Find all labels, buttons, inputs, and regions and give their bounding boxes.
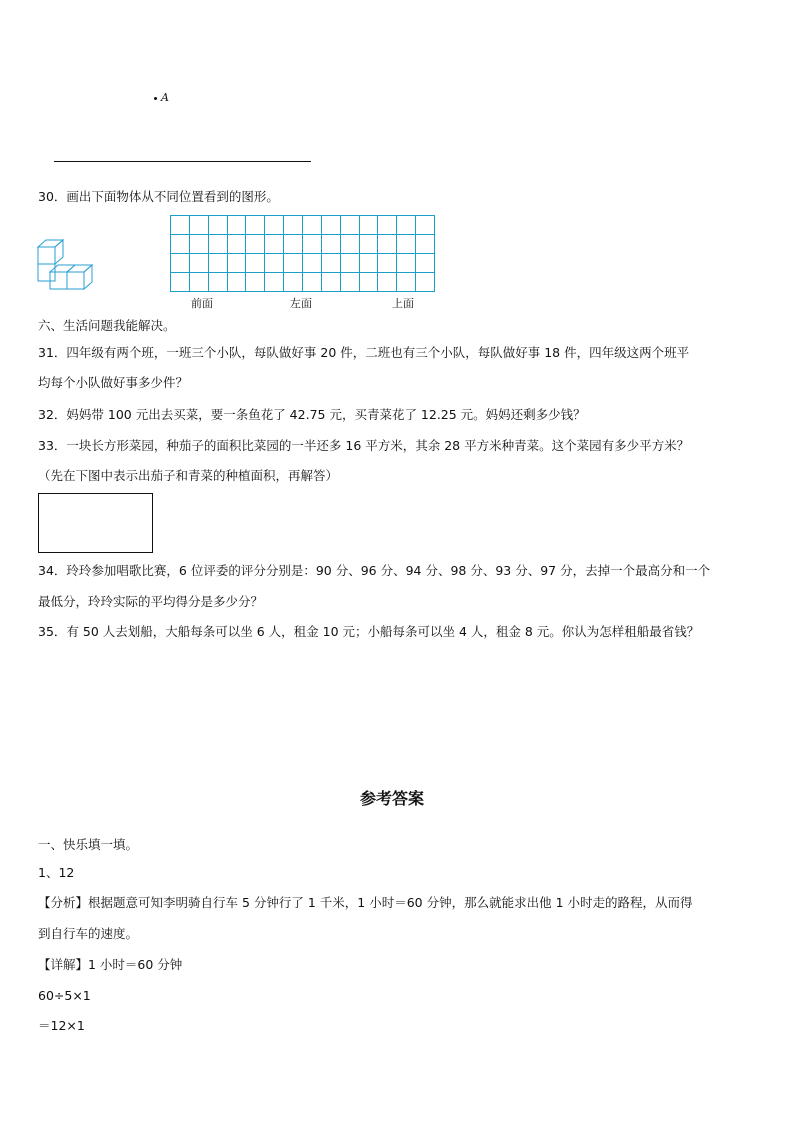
grid-cell[interactable] [189, 234, 209, 254]
grid-cell[interactable] [415, 272, 435, 292]
answer-section-1: 一、快乐填一填。 [38, 837, 139, 852]
grid-cell[interactable] [208, 215, 228, 235]
grid-cell[interactable] [264, 253, 284, 273]
detail-line-1: 【详解】1 小时＝60 分钟 [38, 957, 183, 972]
answer-title: 参考答案 [360, 789, 425, 808]
grid-cell[interactable] [396, 272, 416, 292]
grid-cell[interactable] [283, 215, 303, 235]
grid-cell[interactable] [415, 234, 435, 254]
question-33-line-2: （先在下图中表示出茄子和青菜的种植面积，再解答） [38, 468, 339, 483]
grid-cell[interactable] [189, 272, 209, 292]
grid-cell[interactable] [283, 253, 303, 273]
cube-right-front [67, 272, 84, 289]
point-a-label: A [161, 91, 169, 104]
grid-cell[interactable] [359, 272, 379, 292]
grid-cell[interactable] [377, 272, 397, 292]
point-a-dot [154, 97, 157, 100]
grid-cell[interactable] [227, 253, 247, 273]
question-30: 30．画出下面物体从不同位置看到的图形。 [38, 189, 279, 204]
answer-1: 1、12 [38, 865, 75, 880]
view-label-left: 左面 [290, 297, 312, 310]
grid-cell[interactable] [415, 253, 435, 273]
grid-cell[interactable] [302, 215, 322, 235]
grid-cell[interactable] [245, 272, 265, 292]
question-31-line-1: 31．四年级有两个班，一班三个小队，每队做好事 20 件，二班也有三个小队，每队做好事 18 件，四年级这两个班平 [38, 345, 690, 360]
calc-line-2: ＝12×1 [38, 1018, 85, 1033]
view-label-top: 上面 [392, 297, 414, 310]
drawing-grid[interactable] [170, 215, 435, 292]
garden-rectangle[interactable] [38, 493, 153, 553]
grid-cell[interactable] [340, 215, 360, 235]
grid-cell[interactable] [227, 215, 247, 235]
grid-cell[interactable] [321, 253, 341, 273]
analysis-line-1: 【分析】根据题意可知李明骑自行车 5 分钟行了 1 千米，1 小时＝60 分钟，那么就能求出他 1 小时走的路程，从而得 [38, 895, 693, 910]
grid-cell[interactable] [377, 253, 397, 273]
grid-cell[interactable] [302, 234, 322, 254]
question-33-line-1: 33．一块长方形菜园，种茄子的面积比菜园的一半还多 16 平方米，其余 28 平方米种青菜。这个菜园有多少平方米？ [38, 438, 690, 453]
question-31-line-2: 均每个小队做好事多少件？ [38, 375, 189, 390]
grid-cell[interactable] [227, 272, 247, 292]
grid-cell[interactable] [189, 253, 209, 273]
grid-cell[interactable] [340, 253, 360, 273]
grid-cell[interactable] [359, 234, 379, 254]
grid-cell[interactable] [377, 215, 397, 235]
grid-cell[interactable] [264, 234, 284, 254]
grid-cell[interactable] [283, 234, 303, 254]
grid-cell[interactable] [359, 253, 379, 273]
grid-cell[interactable] [227, 234, 247, 254]
grid-cell[interactable] [415, 215, 435, 235]
question-34-line-1: 34．玲玲参加唱歌比赛，6 位评委的评分分别是：90 分、96 分、94 分、98 分、93 分、97 分，去掉一个最高分和一个 [38, 563, 711, 578]
cube-right-side [84, 265, 92, 289]
grid-cell[interactable] [170, 234, 190, 254]
grid-cell[interactable] [283, 272, 303, 292]
grid-cell[interactable] [321, 215, 341, 235]
grid-cell[interactable] [170, 215, 190, 235]
grid-cell[interactable] [170, 272, 190, 292]
grid-cell[interactable] [208, 272, 228, 292]
grid-cell[interactable] [340, 272, 360, 292]
analysis-line-2: 到自行车的速度。 [38, 926, 139, 941]
grid-cell[interactable] [245, 215, 265, 235]
grid-cell[interactable] [340, 234, 360, 254]
grid-cell[interactable] [302, 272, 322, 292]
grid-cell[interactable] [359, 215, 379, 235]
grid-cell[interactable] [264, 272, 284, 292]
grid-cell[interactable] [396, 253, 416, 273]
cube-top-front [38, 247, 55, 264]
grid-cell[interactable] [170, 253, 190, 273]
view-label-front: 前面 [191, 297, 213, 310]
grid-cell[interactable] [245, 253, 265, 273]
grid-cell[interactable] [302, 253, 322, 273]
section-6-heading: 六、生活问题我能解决。 [38, 318, 176, 333]
cube-top-side [55, 240, 63, 264]
grid-cell[interactable] [208, 253, 228, 273]
grid-cell[interactable] [396, 215, 416, 235]
grid-cell[interactable] [377, 234, 397, 254]
question-34-line-2: 最低分，玲玲实际的平均得分是多少分？ [38, 594, 264, 609]
question-35: 35．有 50 人去划船，大船每条可以坐 6 人，租金 10 元；小船每条可以坐 4 人，租金 8 元。你认为怎样租船最省钱？ [38, 624, 700, 639]
cube-figure [36, 238, 100, 292]
grid-cell[interactable] [396, 234, 416, 254]
calc-line-1: 60÷5×1 [38, 988, 91, 1003]
grid-cell[interactable] [321, 234, 341, 254]
grid-cell[interactable] [245, 234, 265, 254]
grid-cell[interactable] [264, 215, 284, 235]
question-32: 32．妈妈带 100 元出去买菜，要一条鱼花了 42.75 元，买青菜花了 12.25 元。妈妈还剩多少钱？ [38, 407, 586, 422]
drawing-line [54, 161, 311, 162]
grid-cell[interactable] [189, 215, 209, 235]
grid-cell[interactable] [208, 234, 228, 254]
grid-cell[interactable] [321, 272, 341, 292]
